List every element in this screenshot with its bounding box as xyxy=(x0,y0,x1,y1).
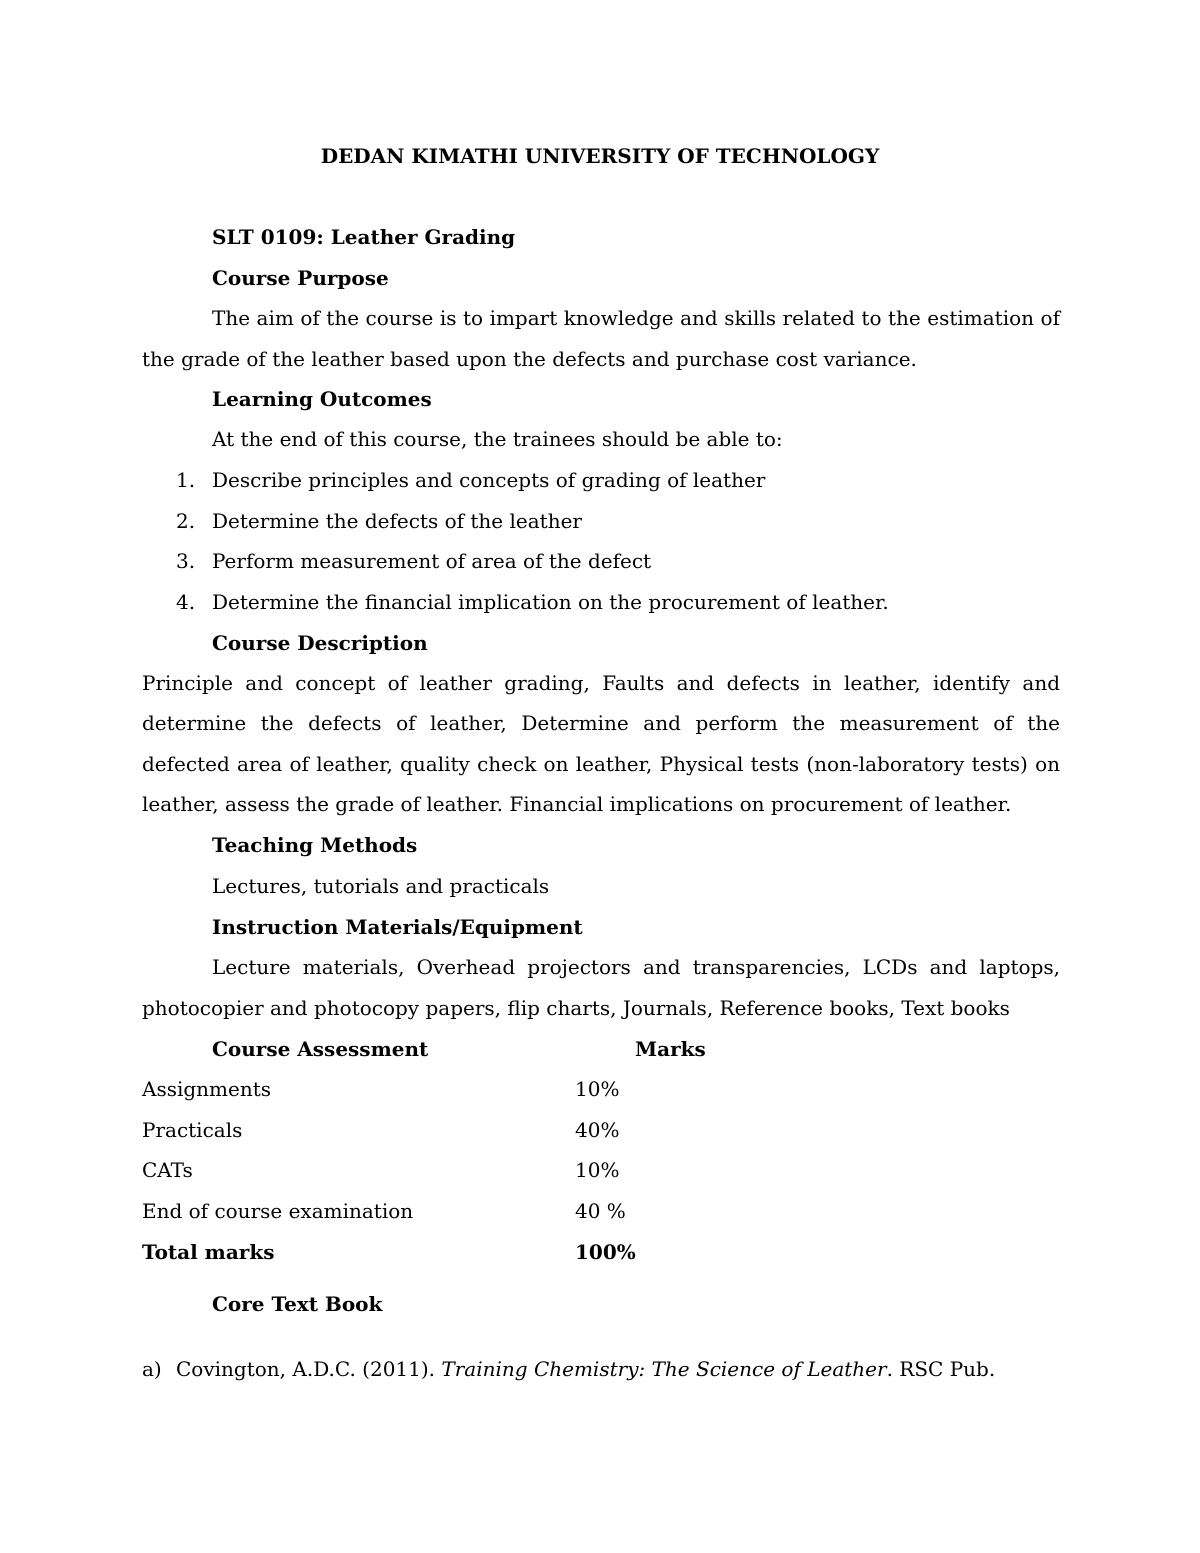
textbook-title: Training Chemistry: The Science of Leather xyxy=(441,1357,887,1381)
outcome-number: 1. xyxy=(176,468,196,492)
assessment-row-label: End of course examination xyxy=(142,1199,414,1223)
assessment-row-value: 40 % xyxy=(575,1199,626,1223)
textbook-reference xyxy=(176,1359,995,1379)
textbook-publisher: . RSC Pub. xyxy=(886,1357,996,1381)
outcome-text: Determine the defects of the leather xyxy=(212,509,582,533)
outcomes-intro: At the end of this course, the trainees should be able to: xyxy=(212,427,783,451)
assessment-row-label: Assignments xyxy=(142,1077,272,1101)
materials-text: Lecture materials, Overhead projectors and transparencies, LCDs and laptops, photocopier and photocopy papers, flip charts, Journals, Reference books, Text books xyxy=(142,955,1060,1020)
description-heading: Course Description xyxy=(212,631,428,655)
marks-column-header: Marks xyxy=(635,1037,706,1061)
assessment-column-header: Course Assessment xyxy=(212,1037,429,1061)
outcome-number: 3. xyxy=(176,549,196,573)
textbook-author: Covington, A.D.C. (2011). xyxy=(176,1357,442,1381)
outcome-text: Determine the financial implication on the procurement of leather. xyxy=(212,590,889,614)
textbook-heading: Core Text Book xyxy=(212,1292,383,1316)
methods-text: Lectures, tutorials and practicals xyxy=(212,874,550,898)
university-title: DEDAN KIMATHI UNIVERSITY OF TECHNOLOGY xyxy=(320,144,880,168)
assessment-row-label: Practicals xyxy=(142,1118,243,1142)
purpose-heading: Course Purpose xyxy=(212,266,389,290)
total-marks-value: 100% xyxy=(575,1240,636,1264)
description-text: Principle and concept of leather grading, Faults and defects in leather, identify and determine the defects of leather, Determine and perform the measurement of the defected area of leather, quality check on leather, Physical tests (non-laboratory tests) on leather, assess the grade of leather. Financial implications on procurement of leather. xyxy=(142,671,1060,817)
assessment-row-label: CATs xyxy=(142,1158,193,1182)
assessment-row-value: 40% xyxy=(575,1118,620,1142)
assessment-row-value: 10% xyxy=(575,1158,620,1182)
methods-heading: Teaching Methods xyxy=(212,833,418,857)
course-code-title: SLT 0109: Leather Grading xyxy=(212,225,516,249)
outcome-text: Describe principles and concepts of grading of leather xyxy=(212,468,766,492)
materials-heading: Instruction Materials/Equipment xyxy=(212,915,583,939)
textbook-item-label: a) xyxy=(142,1357,162,1381)
outcomes-heading: Learning Outcomes xyxy=(212,387,432,411)
outcome-number: 4. xyxy=(176,590,196,614)
assessment-row-value: 10% xyxy=(575,1077,620,1101)
purpose-text: The aim of the course is to impart knowledge and skills related to the estimation of the grade of the leather based upon the defects and purchase cost variance. xyxy=(142,306,1060,371)
outcome-number: 2. xyxy=(176,509,196,533)
outcome-text: Perform measurement of area of the defect xyxy=(212,549,652,573)
total-marks-label: Total marks xyxy=(142,1240,275,1264)
